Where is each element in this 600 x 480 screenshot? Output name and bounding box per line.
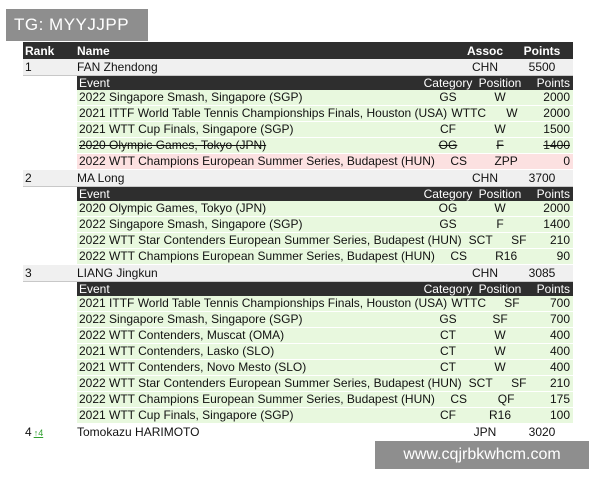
player-points: 3700 [528, 171, 556, 185]
event-row [77, 328, 573, 344]
event-category: CT [440, 344, 456, 358]
event-category: CF [440, 408, 456, 422]
player-rank: 4 [25, 424, 32, 439]
player-points: 5500 [528, 60, 556, 74]
header-assoc: Assoc [466, 43, 504, 58]
event-points: 1500 [543, 122, 570, 136]
event-name: 2021 WTT Contenders, Lasko (SLO) [79, 344, 275, 358]
player-name: MA Long [77, 171, 125, 185]
event-category: SCT [468, 376, 493, 390]
player-rank: 3 [25, 266, 32, 280]
event-points: 700 [549, 296, 570, 310]
ranking-table [23, 42, 573, 440]
events-header-points: Points [536, 282, 570, 296]
event-category: GS [439, 217, 457, 231]
player-points: 3020 [528, 425, 556, 439]
event-points: 0 [563, 154, 570, 168]
event-position: SF [511, 376, 527, 390]
player-points: 3085 [528, 266, 556, 280]
event-position: F [496, 138, 504, 152]
player-events-table [77, 187, 573, 265]
event-position: W [494, 201, 506, 215]
event-points: 100 [549, 408, 570, 422]
event-name: 2022 WTT Champions European Summer Series, Budapest (HUN) [79, 249, 435, 263]
event-category: OG [438, 201, 458, 215]
event-position: W [494, 360, 506, 374]
event-category: OG [438, 138, 458, 152]
event-position: SF [492, 312, 508, 326]
event-points: 175 [549, 392, 570, 406]
event-row [77, 217, 573, 233]
event-name: 2021 ITTF World Table Tennis Championships Finals, Houston (USA) [79, 106, 448, 120]
event-category: WTTC [451, 106, 487, 120]
event-points: 210 [549, 233, 570, 247]
event-name: 2022 WTT Champions European Summer Series, Budapest (HUN) [79, 154, 435, 168]
player-name: LIANG Jingkun [77, 266, 158, 280]
event-position: W [494, 90, 506, 104]
event-points: 90 [556, 249, 570, 263]
event-points: 210 [549, 376, 570, 390]
event-position: W [494, 122, 506, 136]
event-category: CS [450, 392, 467, 406]
player-row[interactable] [23, 265, 573, 282]
event-category: CS [450, 154, 467, 168]
event-category: CF [440, 122, 456, 136]
event-position: R16 [488, 408, 511, 422]
event-name: 2021 WTT Contenders, Novo Mesto (SLO) [79, 360, 307, 374]
watermark-bottom: www.cqjrbkwhcm.com [375, 441, 589, 469]
player-assoc: CHN [472, 60, 498, 74]
event-row-dropped [77, 138, 573, 154]
event-points: 400 [549, 344, 570, 358]
event-row [77, 249, 573, 265]
table-header [23, 42, 573, 59]
event-position: SF [511, 233, 527, 247]
event-points: 2000 [543, 201, 570, 215]
event-row [77, 376, 573, 392]
event-name: 2022 WTT Champions European Summer Series, Budapest (HUN) [79, 392, 435, 406]
player-name: FAN Zhendong [77, 60, 158, 74]
event-position: SF [504, 296, 520, 310]
player-events-table [77, 76, 573, 170]
event-row [77, 233, 573, 249]
event-position: W [494, 344, 506, 358]
player-assoc: CHN [472, 266, 498, 280]
event-category: CT [440, 328, 456, 342]
event-points: 400 [549, 360, 570, 374]
event-name: 2020 Olympic Games, Tokyo (JPN) [79, 138, 267, 152]
header-name: Name [77, 43, 110, 58]
event-points: 1400 [543, 138, 570, 152]
player-row[interactable] [23, 59, 573, 76]
event-name: 2022 WTT Star Contenders European Summer Series, Budapest (HUN) [79, 376, 462, 390]
event-row-zero [77, 154, 573, 170]
event-position: F [496, 217, 504, 231]
events-header-event: Event [79, 187, 110, 201]
event-name: 2021 WTT Cup Finals, Singapore (SGP) [79, 408, 294, 422]
events-header-category: Category [423, 76, 473, 90]
event-points: 2000 [543, 106, 570, 120]
events-header-category: Category [423, 187, 473, 201]
event-row [77, 408, 573, 424]
player-name: Tomokazu HARIMOTO [77, 425, 200, 439]
event-name: 2022 WTT Contenders, Muscat (OMA) [79, 328, 285, 342]
event-row [77, 344, 573, 360]
events-header [77, 76, 573, 90]
player-assoc: JPN [473, 425, 497, 439]
event-position: ZPP [494, 154, 518, 168]
event-row [77, 296, 573, 312]
event-row [77, 90, 573, 106]
events-header-points: Points [536, 187, 570, 201]
header-rank: Rank [25, 43, 55, 58]
event-category: CT [440, 360, 456, 374]
player-rank: 2 [25, 171, 32, 185]
event-row [77, 392, 573, 408]
player-row[interactable] [23, 170, 573, 187]
events-header-event: Event [79, 76, 110, 90]
header-points: Points [523, 43, 561, 58]
event-points: 2000 [543, 90, 570, 104]
event-name: 2022 Singapore Smash, Singapore (SGP) [79, 90, 303, 104]
events-header-position: Position [478, 76, 522, 90]
event-category: GS [439, 312, 457, 326]
events-header-event: Event [79, 282, 110, 296]
event-row [77, 312, 573, 328]
event-row [77, 201, 573, 217]
event-position: R16 [495, 249, 518, 263]
event-category: GS [439, 90, 457, 104]
watermark-top: TG: MYYJJPP [6, 9, 148, 41]
events-header-points: Points [536, 76, 570, 90]
event-name: 2022 Singapore Smash, Singapore (SGP) [79, 217, 303, 231]
events-header-category: Category [423, 282, 473, 296]
events-header [77, 282, 573, 296]
event-row [77, 122, 573, 138]
event-name: 2022 Singapore Smash, Singapore (SGP) [79, 312, 303, 326]
events-header [77, 187, 573, 201]
event-position: W [506, 106, 518, 120]
event-points: 400 [549, 328, 570, 342]
event-points: 700 [549, 312, 570, 326]
event-name: 2022 WTT Star Contenders European Summer Series, Budapest (HUN) [79, 233, 462, 247]
player-rank-cell [23, 424, 77, 441]
event-row [77, 360, 573, 376]
event-name: 2020 Olympic Games, Tokyo (JPN) [79, 201, 267, 215]
event-position: QF [497, 392, 515, 406]
player-rank: 1 [25, 60, 32, 74]
events-header-position: Position [478, 282, 522, 296]
rank-change-badge: ↑4 [33, 427, 44, 438]
event-position: W [494, 328, 506, 342]
event-row [77, 106, 573, 122]
event-name: 2021 ITTF World Table Tennis Championships Finals, Houston (USA) [79, 296, 448, 310]
event-category: CS [450, 249, 467, 263]
event-category: SCT [468, 233, 493, 247]
player-row[interactable] [23, 424, 573, 440]
event-points: 1400 [543, 217, 570, 231]
events-header-position: Position [478, 187, 522, 201]
event-category: WTTC [451, 296, 487, 310]
event-name: 2021 WTT Cup Finals, Singapore (SGP) [79, 122, 294, 136]
player-events-table [77, 282, 573, 424]
player-assoc: CHN [472, 171, 498, 185]
